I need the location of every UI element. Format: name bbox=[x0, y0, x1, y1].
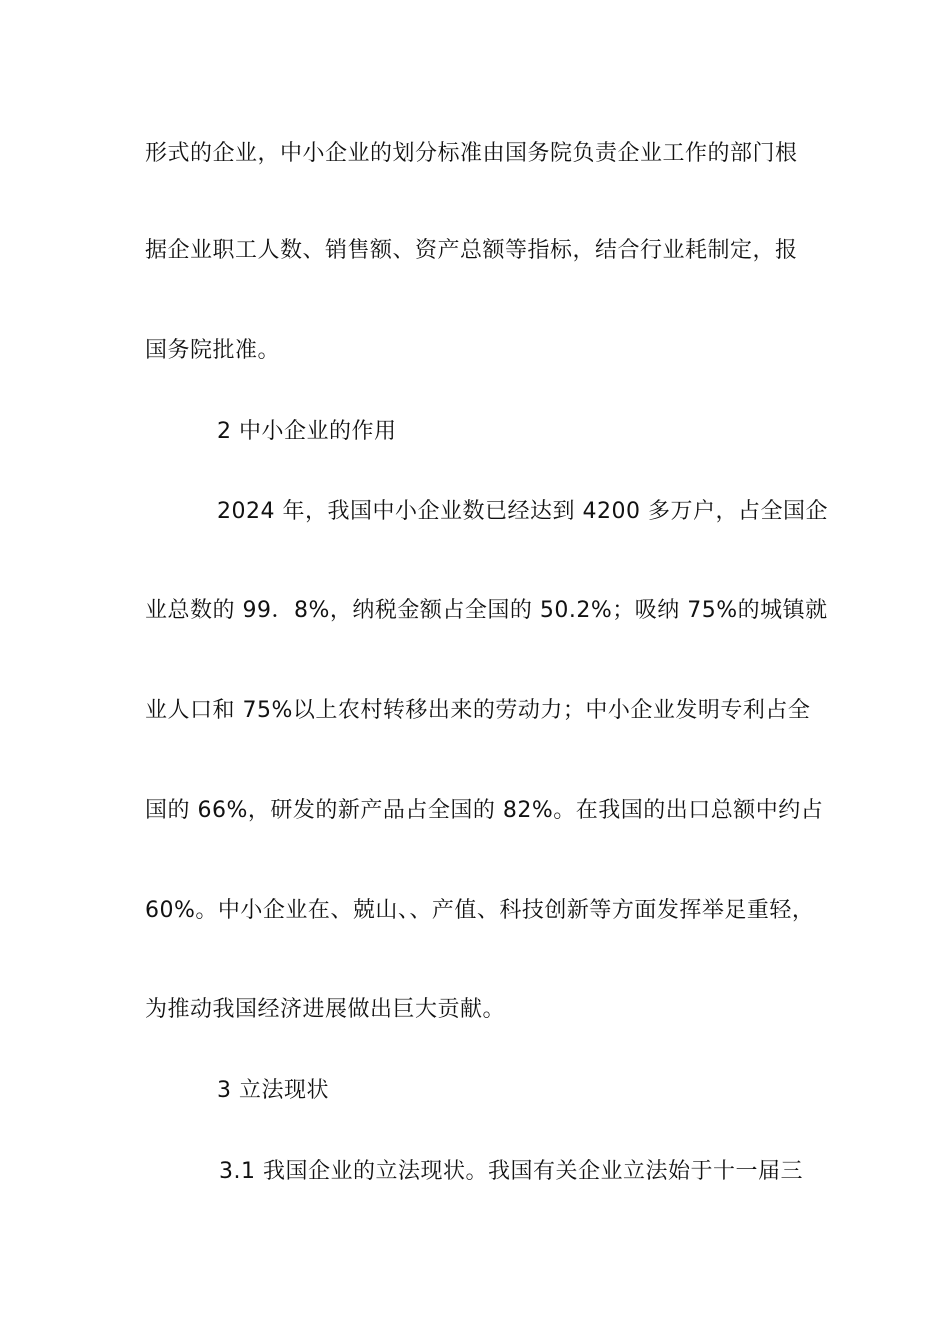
paragraph-line: 2024 年，我国中小企业数已经达到 4200 多万户，占全国企 bbox=[217, 499, 828, 524]
paragraph-line: 60%。中小企业在、兢山、、产值、科技创新等方面发挥举足重轻， bbox=[145, 898, 815, 923]
paragraph-line: 3.1 我国企业的立法现状。我国有关企业立法始于十一届三 bbox=[219, 1159, 803, 1184]
paragraph-line: 国务院批准。 bbox=[145, 338, 281, 363]
paragraph-line: 业人口和 75%以上农村转移出来的劳动力；中小企业发明专利占全 bbox=[145, 698, 811, 723]
paragraph-line: 据企业职工人数、销售额、资产总额等指标，结合行业耗制定，报 bbox=[145, 238, 798, 263]
paragraph-line: 为推动我国经济进展做出巨大贡献。 bbox=[145, 997, 506, 1022]
paragraph-line: 国的 66%，研发的新产品占全国的 82%。在我国的出口总额中约占 bbox=[145, 798, 824, 823]
section-heading: 2 中小企业的作用 bbox=[217, 419, 397, 444]
section-heading: 3 立法现状 bbox=[217, 1078, 329, 1103]
paragraph-line: 形式的企业，中小企业的划分标准由国务院负责企业工作的部门根 bbox=[145, 141, 798, 166]
paragraph-line: 业总数的 99．8%，纳税金额占全国的 50.2%；吸纳 75%的城镇就 bbox=[145, 598, 828, 623]
